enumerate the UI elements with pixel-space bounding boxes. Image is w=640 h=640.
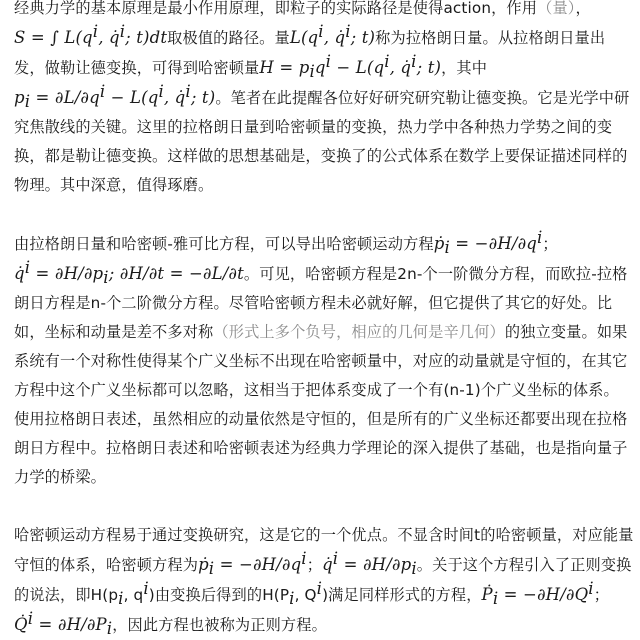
superscript-index: i — [588, 578, 594, 598]
math-expression: = −∂H/∂q — [449, 234, 537, 253]
math-expression: L(q — [289, 28, 319, 47]
superscript-index: i — [143, 578, 149, 598]
text-run: ，其中 — [441, 59, 488, 77]
subscript-index: i — [309, 62, 315, 82]
math-expression: = −∂H/∂q — [214, 555, 302, 574]
subscript-index: i — [208, 559, 215, 579]
text-run: 。笔者在此提醒各位好好研究研究勒让德变换。它是光学中研究焦散线的关键。这里的拉格朗日量到哈密顿量的变换，热力学中各种热力学势之间的变换，都是勒让德变换。这样做的思想基础是，变换了的公式体系在数学上要保证描述同样的物理。其中深意，值得琢磨。 — [14, 89, 630, 194]
text-run: 的独立变量。如果系统有一个对称性使得某个广义坐标不出现在哈密顿量中，对应的动量就是守恒的，在其它方程中这个广义坐标都可以忽略，这相当于把体系变成了一个有(n-1)个广义坐标的体系。使用拉格朗日表述，虽然相应的动量依然是守恒的，但是所有的广义坐标还都要出现在拉格朗日方程中。拉格朗日表述和哈密顿表述为经典力学理论的深入提供了基础，也是指向量子力学的桥梁。 — [14, 323, 628, 486]
text-run: 哈密顿运动方程易于通过变换研究，这是它的一个优点。不显含时间t的哈密顿量，对应能量守恒的体系，哈密顿方程为 — [14, 526, 634, 574]
math-expression: q̇ — [322, 555, 333, 574]
text-run: , Q — [294, 586, 317, 604]
superscript-index: i — [316, 578, 323, 598]
subscript-index: i — [106, 619, 113, 639]
text-run: ； — [593, 586, 610, 604]
superscript-index: i — [99, 81, 106, 101]
text-run: ， — [575, 0, 591, 17]
math-expression: H = p — [259, 58, 310, 77]
math-expression: − L(q — [105, 88, 159, 107]
text-run: 经典力学的基本原理是最小作用原理，即粒子的实际路径是使得action，作用 — [14, 0, 538, 17]
math-expression: = −∂H/∂Q — [498, 585, 589, 604]
text-run: ，因此方程也被称为正则方程。 — [112, 616, 327, 634]
parenthetical-note: （量） — [537, 0, 576, 17]
math-expression: ṗ — [198, 555, 209, 574]
math-expression: ; t) — [190, 88, 216, 107]
paragraph-least-action — [14, 0, 634, 200]
superscript-index: i — [325, 51, 332, 71]
parenthetical-note: （形式上多个负号，相应的几何是辛几何） — [213, 323, 505, 341]
math-expression: S = ∫ L(q — [14, 28, 93, 47]
text-run: 称为拉格朗日量。从拉格朗日量出发，做勒让德变换，可得到哈密顿量 — [14, 29, 606, 77]
superscript-index: i — [318, 21, 324, 41]
subscript-index: i — [24, 92, 31, 112]
math-expression: ; t)dt — [125, 28, 168, 47]
subscript-index: i — [444, 238, 450, 258]
subscript-index: i — [411, 559, 417, 579]
text-run: )满足同样形式的方程， — [322, 586, 482, 604]
math-expression: q̇ — [14, 264, 25, 283]
text-run: 。可见，哈密顿方程是2n-个一阶微分方程，而欧拉-拉格朗日方程是n-个二阶微分方程。尽管哈密顿方程未必就好解，但它提供了其它的好处。比如，坐标和动量是差不多对称 — [14, 265, 628, 341]
text-run: 取极值的路径。量 — [167, 29, 290, 47]
subscript-index: i — [103, 268, 109, 288]
math-expression: = ∂H/∂p — [30, 264, 104, 283]
subscript-index: i — [289, 589, 295, 609]
superscript-index: i — [119, 21, 126, 41]
text-run: )由变换后得到的H(P — [148, 586, 290, 604]
superscript-index: i — [332, 548, 339, 568]
math-expression: ; t) — [350, 28, 376, 47]
text-run: ； — [542, 235, 558, 253]
subscript-index: i — [118, 589, 124, 609]
superscript-index: i — [92, 21, 99, 41]
text-run: ； — [306, 556, 323, 574]
math-expression: p — [14, 88, 25, 107]
math-expression: Q̇ — [14, 615, 28, 634]
math-expression: = ∂H/∂p — [338, 555, 412, 574]
math-expression: , q̇ — [98, 28, 120, 47]
superscript-index: i — [27, 608, 34, 628]
math-expression: , q̇ — [389, 58, 412, 77]
superscript-index: i — [345, 21, 351, 41]
math-expression: , q̇ — [323, 28, 346, 47]
math-expression: , q̇ — [163, 88, 186, 107]
text-run: 由拉格朗日量和哈密顿-雅可比方程，可以导出哈密顿运动方程 — [14, 235, 434, 253]
superscript-index: i — [301, 548, 307, 568]
superscript-index: i — [158, 81, 164, 101]
text-run: 。关于这个方程引入了正则变换的说法，即H(p — [14, 556, 632, 604]
paragraph-hamilton-equations — [14, 229, 634, 492]
subscript-index: i — [492, 589, 499, 609]
superscript-index: i — [185, 81, 191, 101]
math-expression: = ∂L/∂q — [30, 88, 100, 107]
text-run: , q — [123, 586, 144, 604]
math-expression: ; t) — [416, 58, 442, 77]
superscript-index: i — [24, 257, 31, 277]
superscript-index: i — [536, 227, 543, 247]
paragraph-canonical-transformation — [14, 521, 634, 640]
math-expression: ṗ — [433, 234, 445, 253]
superscript-index: i — [411, 51, 417, 71]
math-expression: Ṗ — [481, 585, 493, 604]
math-expression: − L(q — [331, 58, 385, 77]
superscript-index: i — [384, 51, 390, 71]
math-expression: = ∂H/∂P — [33, 615, 107, 634]
math-expression: ; ∂H/∂t = −∂L/∂t — [108, 264, 244, 283]
math-expression: q — [314, 58, 326, 77]
